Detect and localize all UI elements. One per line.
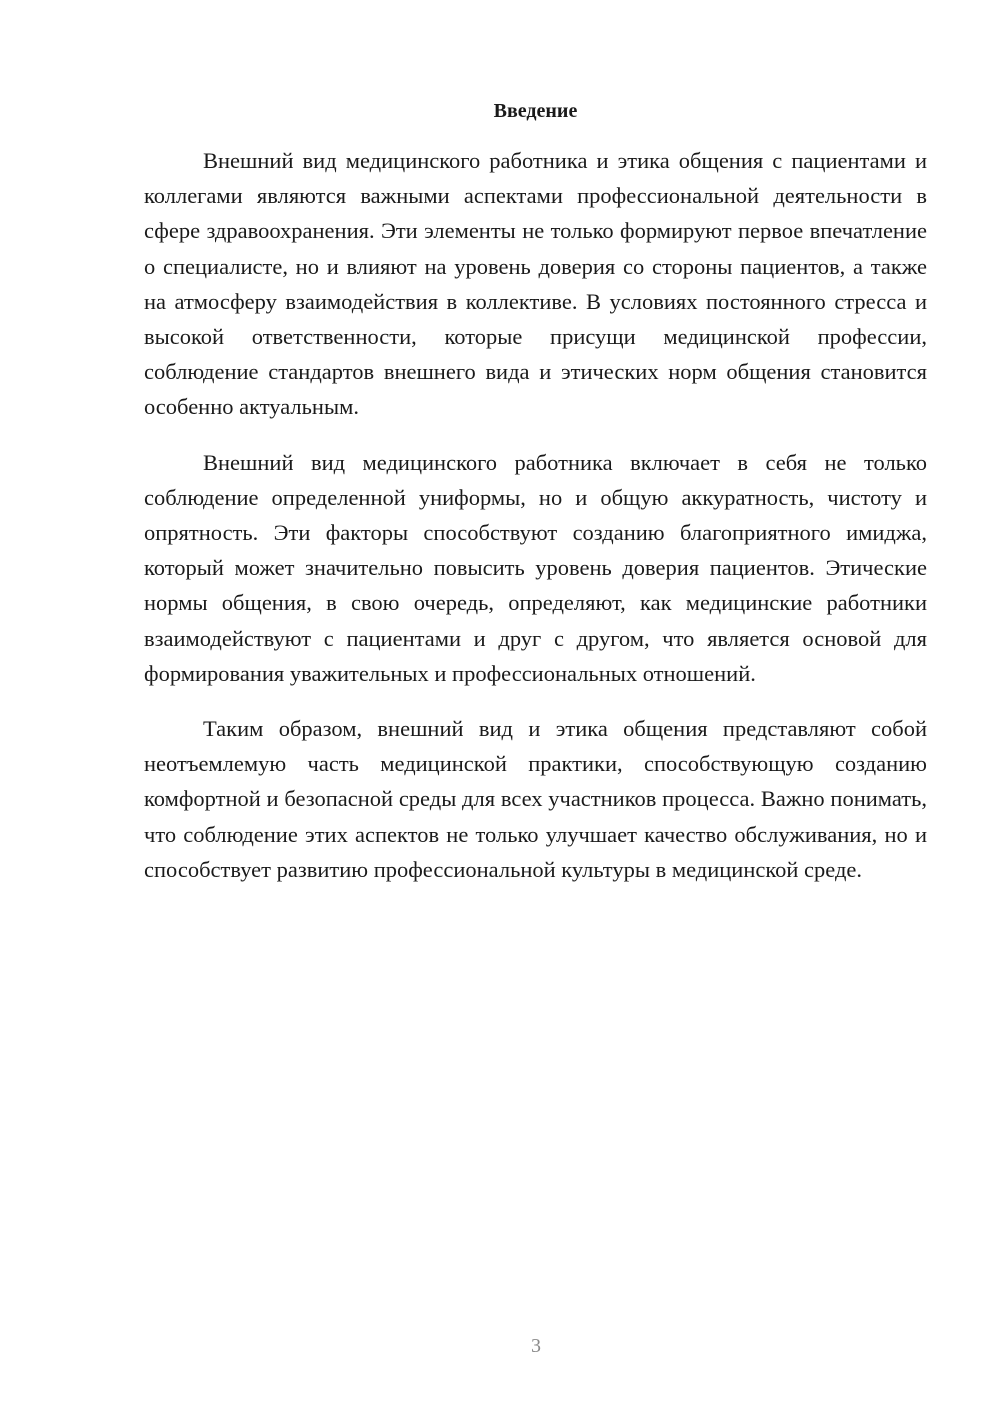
body-text [144, 143, 927, 907]
paragraph-1: Внешний вид медицинского работника и этика общения с пациентами и коллегами являются важными аспектами профессиональной деятельности в сфере здравоохранения. Эти элементы не только формируют первое впечатление о специалисте, но и влияют на уровень доверия со стороны пациентов, а также на атмосферу взаимодействия в коллективе. В условиях постоянного стресса и высокой ответственности, которые присущи медицинской профессии, соблюдение стандартов внешнего вида и этических норм общения становится особенно актуальным. [144, 148, 927, 420]
section-heading: Введение [493, 100, 578, 122]
paragraph-2: Внешний вид медицинского работника включает в себя не только соблюдение определенной униформы, но и общую аккуратность, чистоту и опрятность. Эти факторы способствуют созданию благоприятного имиджа, который может значительно повысить уровень доверия пациентов. Этические нормы общения, в свою очередь, определяют, как медицинские работники взаимодействуют с пациентами и друг с другом, что является основой для формирования уважительных и профессиональных отношений. [144, 449, 927, 686]
page-number: 3 [531, 1335, 541, 1357]
paragraph-3: Таким образом, внешний вид и этика общения представляют собой неотъемлемую часть медицинской практики, способствующую созданию комфортной и безопасной среды для всех участников процесса. Важно понимать, что соблюдение этих аспектов не только улучшает качество обслуживания, но и способствует развитию профессиональной культуры в медицинской среде. [144, 716, 927, 882]
